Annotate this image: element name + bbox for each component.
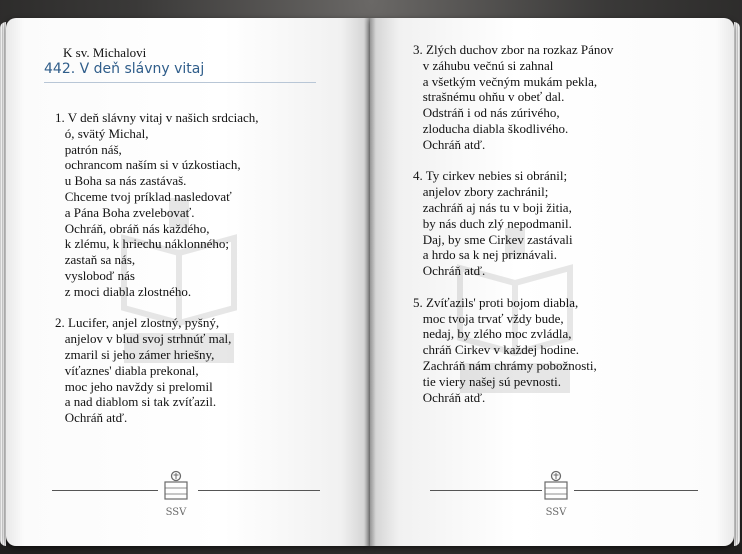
verse-line: Odstráň i od nás zúrivého, — [413, 105, 560, 121]
verse-line: chráň Cirkev v každej hodine. — [413, 342, 580, 358]
verse-line: v záhubu večnú si zahnal — [413, 57, 554, 73]
verse-line: Ochráň atď. — [413, 389, 486, 405]
verse-line: zloducha diabla škodlivého. — [413, 120, 569, 136]
verse-line: zmaril si jeho zámer hriešny, — [55, 346, 215, 362]
verse-line: 1. V deň slávny vitaj v našich srdciach, — [55, 110, 259, 125]
verse-line: ó, svätý Michal, — [55, 125, 149, 141]
verse-line: u Boha sa nás zastávaš. — [55, 173, 187, 189]
verse-line: a nad diablom si tak zvíťazil. — [55, 394, 217, 410]
verse-line: tie viery našej sú pevnosti. — [413, 373, 562, 389]
right-page — [370, 18, 734, 546]
ssv-logo-icon — [542, 470, 570, 516]
verse-line: 4. Ty cirkev nebies si obránil; — [413, 168, 568, 184]
verse-line: nedaj, by zlého moc zvládla, — [413, 326, 572, 342]
footer-divider-left — [52, 490, 158, 491]
svg-text:SSV: SSV — [545, 507, 567, 516]
verse-line: a všetkým večným mukám pekla, — [413, 73, 598, 89]
right-page-edges — [734, 22, 740, 546]
verse-line: Zachráň nám chrámy pobožnosti, — [413, 357, 597, 373]
footer-divider-left — [430, 490, 542, 491]
verse-line: by nás duch zlý nepodmanil. — [413, 215, 572, 231]
song-title: 442. V deň slávny vitaj — [44, 61, 205, 77]
stanza-gap — [413, 153, 613, 169]
footer-divider-right — [198, 490, 320, 491]
verse-line: 3. Zlých duchov zbor na rozkaz Pánov — [413, 42, 614, 57]
verses-left — [55, 110, 259, 426]
verse-line: 5. Zvíťazils' proti bojom diabla, — [413, 294, 579, 310]
verse-line: ochrancom naším si v úzkostiach, — [55, 157, 241, 173]
verse-line: 2. Lucifer, anjel zlostný, pyšný, — [55, 315, 220, 331]
ssv-logo-icon — [162, 470, 190, 516]
book-spine — [364, 18, 376, 546]
verse-line: strašnému ohňu v obeť dal. — [413, 89, 565, 105]
verse-line: Daj, by sme Cirkev zastávali — [413, 231, 573, 247]
verse-line: vysloboď nás — [55, 267, 135, 283]
verse-line: Ochráň atď. — [413, 263, 486, 279]
left-page — [6, 18, 370, 546]
svg-text:SSV: SSV — [165, 507, 187, 516]
stanza-gap — [55, 300, 259, 316]
verse-line: k zlému, k hriechu náklonného; — [55, 236, 230, 252]
open-book — [0, 18, 742, 546]
footer-divider-right — [574, 490, 698, 491]
verse-line: Ochráň, obráň nás každého, — [55, 220, 210, 236]
verses-right — [413, 42, 613, 405]
verse-line: patrón náš, — [55, 141, 122, 157]
verse-line: Ochráň atď. — [413, 136, 486, 152]
verse-line: Chceme tvoj príklad nasledovať — [55, 188, 232, 204]
verse-line: moc tvoja trvať vždy bude, — [413, 310, 564, 326]
verse-line: zastaň sa nás, — [55, 252, 136, 268]
page-header: K sv. Michalovi — [63, 45, 147, 60]
verse-line: a hrdo sa k nej priznávali. — [413, 247, 558, 263]
verse-line: moc jeho navždy si prelomil — [55, 378, 213, 394]
verse-line: anjelov v blud svoj strhnúť mal, — [55, 331, 232, 347]
verse-line: víťaznes' diabla prekonal, — [55, 362, 199, 378]
title-divider — [44, 82, 316, 83]
verse-line: Ochráň atď. — [55, 410, 128, 426]
verse-line: zachráň aj nás tu v boji žitia, — [413, 199, 572, 215]
verse-line: a Pána Boha zvelebovať. — [55, 204, 195, 220]
stanza-gap — [413, 279, 613, 295]
verse-line: z moci diabla zlostného. — [55, 283, 192, 299]
verse-line: anjelov zbory zachránil; — [413, 184, 549, 200]
